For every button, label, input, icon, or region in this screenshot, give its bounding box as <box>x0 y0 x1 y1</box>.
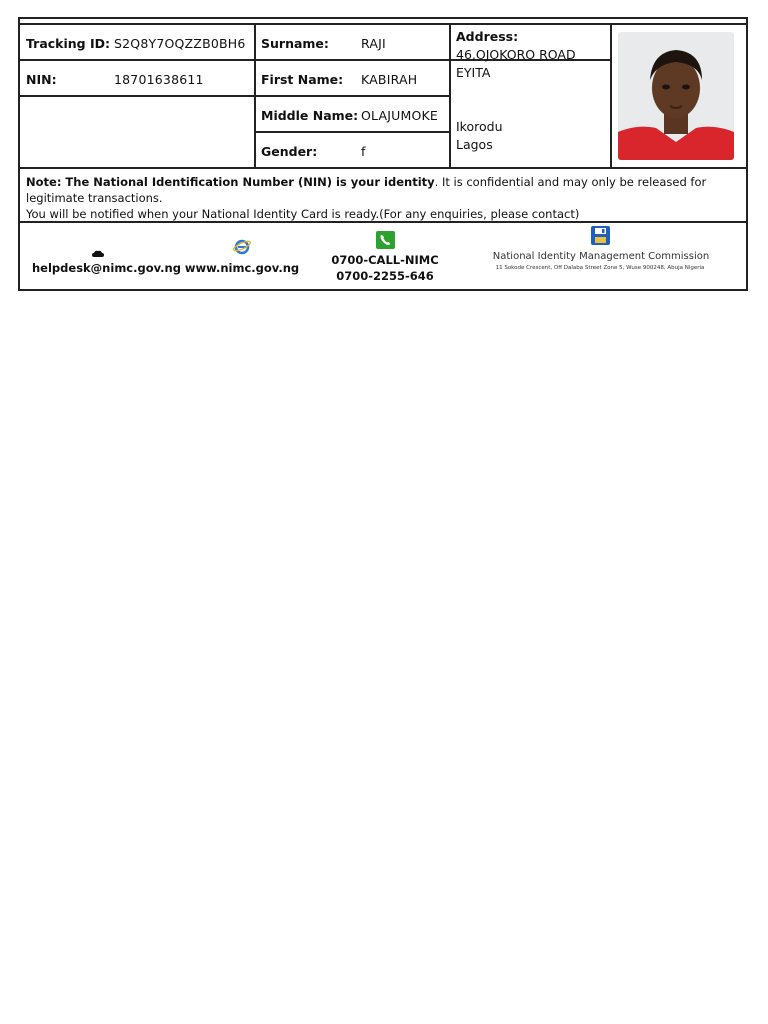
tracking-id-value: S2Q8Y7OQZZB0BH6 <box>114 36 246 51</box>
gender-label: Gender: <box>261 144 318 159</box>
passport-photo <box>618 32 734 160</box>
row-divider-2 <box>20 95 450 97</box>
address-line-4: Lagos <box>456 137 493 152</box>
phone-number-2[interactable]: 0700-2255-646 <box>336 269 434 283</box>
surname-label: Surname: <box>261 36 329 51</box>
gender-value: f <box>361 144 366 159</box>
address-label: Address: <box>456 29 519 44</box>
surname-value: RAJI <box>361 36 386 51</box>
col-divider-2 <box>449 23 451 168</box>
phone-number-1[interactable]: 0700-CALL-NIMC <box>331 253 439 267</box>
row-divider-4 <box>20 167 746 169</box>
save-icon <box>591 226 610 249</box>
top-rule <box>20 23 746 25</box>
cloud-icon <box>92 243 104 262</box>
col-divider-1 <box>254 23 256 168</box>
helpdesk-email[interactable]: helpdesk@nimc.gov.ng <box>32 261 181 275</box>
nin-label: NIN: <box>26 72 57 87</box>
website-link[interactable]: www.nimc.gov.ng <box>184 261 300 275</box>
address-line-1: 46,OJOKORO ROAD <box>456 47 576 62</box>
tracking-id-label: Tracking ID: <box>26 36 110 51</box>
identity-note <box>26 174 740 222</box>
internet-explorer-icon <box>233 238 251 259</box>
phone-icon <box>376 231 395 253</box>
first-name-label: First Name: <box>261 72 344 87</box>
note-line-2: You will be notified when your National Identity Card is ready.(For any enquiries, please contact) <box>26 207 580 221</box>
commission-address: 11 Sokode Crescent, Off Dalaba Street Zone 5, Wuse 900248, Abuja Nigeria <box>495 265 705 271</box>
address-line-2: EYITA <box>456 65 491 80</box>
nin-value: 18701638611 <box>114 72 204 87</box>
first-name-value: KABIRAH <box>361 72 418 87</box>
address-line-3: Ikorodu <box>456 119 503 134</box>
note-rest: . It is confidential and may only be released for legitimate transactions. <box>26 175 707 205</box>
nin-slip <box>18 17 748 291</box>
middle-name-value: OLAJUMOKE <box>361 108 438 123</box>
commission-name: National Identity Management Commission <box>492 251 710 262</box>
col-divider-3 <box>610 23 612 168</box>
note-bold: Note: The National Identification Number (NIN) is your identity <box>26 175 435 189</box>
middle-name-label: Middle Name: <box>261 108 359 123</box>
row-divider-3 <box>254 131 450 133</box>
